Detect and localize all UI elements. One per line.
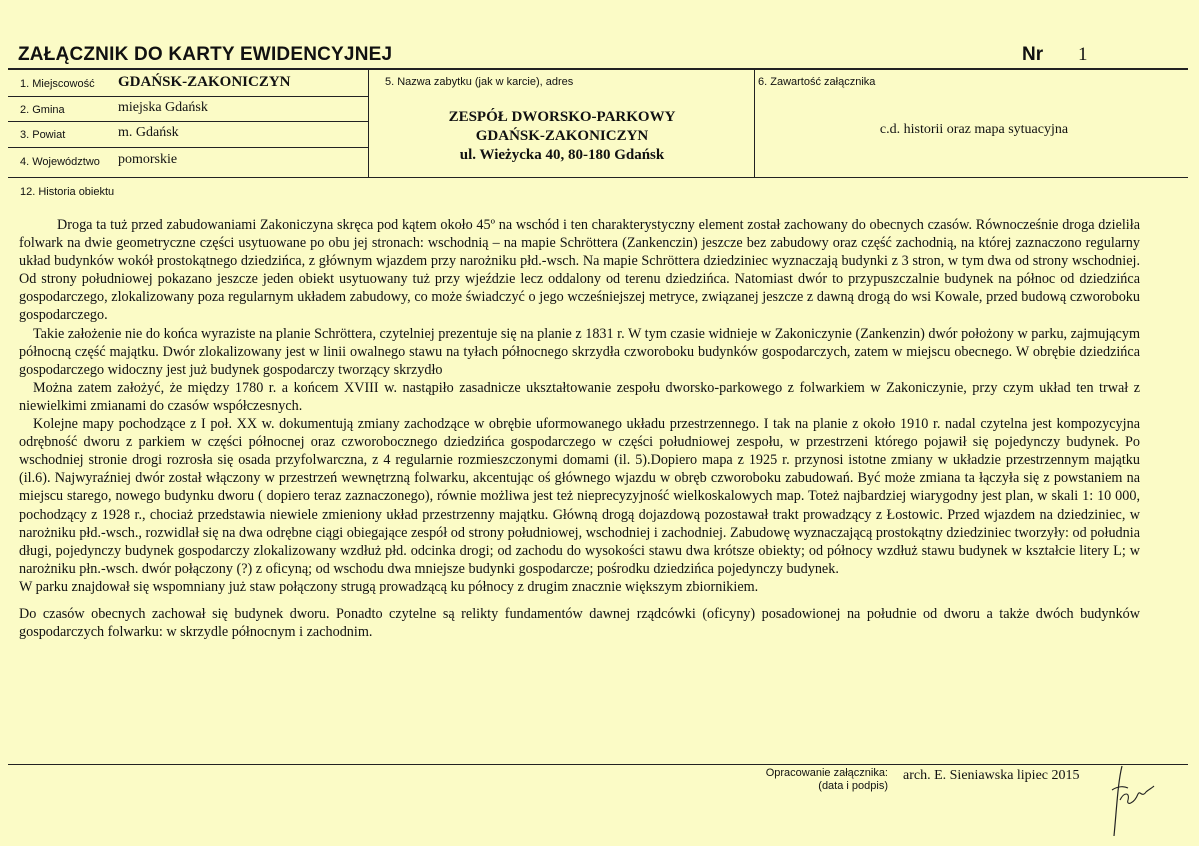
document-title: ZAŁĄCZNIK DO KARTY EWIDENCYJNEJ	[18, 44, 393, 65]
opracowanie-value: arch. E. Sieniawska lipiec 2015	[903, 768, 1080, 783]
column-divider-1	[368, 70, 369, 177]
wojewodztwo-value: pomorskie	[118, 152, 178, 167]
miejscowosc-label: 1. Miejscowość	[20, 78, 95, 90]
miejscowosc-value: GDAŃSK-ZAKONICZYN	[118, 74, 291, 90]
opracowanie-label	[740, 767, 888, 793]
zabytek-name-address	[370, 108, 754, 165]
historia-label: 12. Historia obiektu	[20, 186, 115, 198]
number-label: Nr	[1022, 44, 1044, 65]
wojewodztwo-label: 4. Województwo	[20, 156, 100, 168]
zawartosc-label: 6. Zawartość załącznika	[758, 76, 876, 88]
powiat-value: m. Gdańsk	[118, 125, 179, 140]
zabytek-line-3: ul. Wieżycka 40, 80-180 Gdańsk	[459, 147, 665, 163]
zabytek-label: 5. Nazwa zabytku (jak w karcie), adres	[385, 76, 574, 88]
opracowanie-label-line-1: Opracowanie załącznika:	[765, 767, 888, 779]
zabytek-line-1: ZESPÓŁ DWORSKO-PARKOWY	[448, 109, 676, 125]
historia-paragraph: Kolejne mapy pochodzące z I poł. XX w. dokumentują zmiany zachodzące w obrębie uformowanego układu przestrzennego. I tak na planie z około 1910 r. nadal czytelna jest kompozycyjna odrębność dworu z parkiem w części północnej oraz czworobocznego dziedzińca gospodarczego w części południowej zespołu, w przestrzeni którego pojawił się pojedynczy budynek. Po wschodniej stronie drogi rozrosła się osada przyfolwarczna, z 4 regularnie rozmieszczonymi domami (il. 5).Dopiero mapa z 1925 r. przynosi istotne zmiany w układzie przestrzennym majątku (il.6). Najwyraźniej dwór został włączony w przestrzeń wewnętrzną folwarku, akcentując oś głównego wjazdu w obręb czworoboku zabudowań. Być może zmiana ta łączyła się z powstaniem na miejscu starego, nowego budynku dworu ( dopiero teraz zaznaczonego), równie możliwa jest też nieprecyzyjność wielkoskalowych map. Toteż najbardziej wiarygodny jest plan, w skali 1: 10 000, pochodzący z 1928 r., chociaż przedstawia niewiele zmieniony układ przestrzenny majątku. Główną drogą dojazdową pozostawał trakt prowadzący z Łostowic. Przed wjazdem na dziedziniec, w narożniku płd.-wsch., rozwidlał się na dwa odrębne ciągi obiegające zespół od strony południowej, wschodniej i zachodniej. Zabudowę wyznaczającą prostokątny dziedziniec tworzyły: od południa długi, pojedynczy budynek gospodarczy zlokalizowany wzdłuż płd. odcinka drogi; od zachodu do wysokości stawu dwa krótsze obiekty; od północy wzdłuż stawu budynek w kształcie litery L; w narożniku płn.-wsch. dwór połączony (?) z oficyną; od wschodu dwa mniejsze budynki gospodarcze; pośrodku dziedzińca pojedynczy budynek.	[19, 416, 1140, 577]
opracowanie-label-line-2: (data i podpis)	[818, 780, 888, 792]
zabytek-line-2: GDAŃSK-ZAKONICZYN	[475, 128, 649, 144]
historia-paragraph: Takie założenie nie do końca wyraziste na planie Schröttera, czytelniej prezentuje się na planie z 1831 r. W tym czasie widnieje w Zakoniczynie (Zankenzin) dwór położony w parku, zajmującym północną część majątku. Dwór zlokalizowany jest w linii owalnego stawu na tyłach północnego skrzydła czworoboku budynków gospodarczych, zatem w miejscu obecnego. W obrębie dziedzińca gospodarczego widoczny jest już budynek gospodarczy tworzący skrzydło	[19, 325, 1140, 378]
column-divider-2	[754, 70, 755, 177]
historia-paragraph: Droga ta tuż przed zabudowaniami Zakoniczyna skręca pod kątem około 45º na wschód i ten charakterystyczny element został zachowany do obecnych czasów. Równocześnie droga dzieliła folwark na dwie geometryczne części usytuowane po obu jej stronach: wschodnią – na mapie Schröttera (Zankenczin) jeszcze bez zabudowy oraz część zachodnią, na której zaznaczono regularny układ budynków wokół prostokątnego dziedzińca, z głównym wjazdem przy narożniku płd.-wsch. Na mapie Schröttera dziedziniec wyznaczają budynki z 3 stron, w tym dwa od strony wschodniej. Od strony południowej pokazano jeszcze jeden obiekt usytuowany tuż przy wjeździe lecz oddalony od terenu dziedzińca. Natomiast dwór to przypuszczalnie budynek na północ od dziedzińca gospodarczego, zlokalizowany poza regularnym układem zabudowy, co może świadczyć o jego wcześniejszej metryce, związanej jeszcze z dawną drogą do wsi Kowale, przed budową czworoboku gospodarczego.	[19, 217, 1140, 324]
table-bottom-border	[8, 177, 1188, 178]
powiat-label: 3. Powiat	[20, 129, 66, 141]
historia-paragraph: Do czasów obecnych zachował się budynek dworu. Ponadto czytelne są relikty fundamentów dawnej rządcówki (oficyny) posadowionej na południe od dworu a także dwóch budynków gospodarczych folwarku: w skrzydle północnym i zachodnim.	[19, 605, 1140, 641]
signature-mark	[1108, 764, 1158, 840]
historia-text	[19, 216, 1140, 641]
table-top-border	[8, 68, 1188, 70]
gmina-label: 2. Gmina	[20, 104, 65, 116]
gmina-value: miejska Gdańsk	[118, 100, 208, 115]
number-value: 1	[1078, 44, 1088, 65]
historia-paragraph: W parku znajdował się wspomniany już staw połączony strugą prowadzącą ku północy z drugim znacznie większym zbiornikiem.	[19, 578, 759, 595]
row-divider-1	[8, 96, 368, 97]
zawartosc-value: c.d. historii oraz mapa sytuacyjna	[879, 122, 1069, 137]
footer-divider	[8, 764, 1188, 765]
row-divider-2	[8, 121, 368, 122]
historia-paragraph: Można zatem założyć, że między 1780 r. a końcem XVIII w. nastąpiło zasadnicze ukształtowanie zespołu dworsko-parkowego z folwarkiem w Zakoniczynie, przy czym układ ten trwał z niewielkimi zmianami do czasów współczesnych.	[19, 379, 1140, 414]
row-divider-3	[8, 147, 368, 148]
